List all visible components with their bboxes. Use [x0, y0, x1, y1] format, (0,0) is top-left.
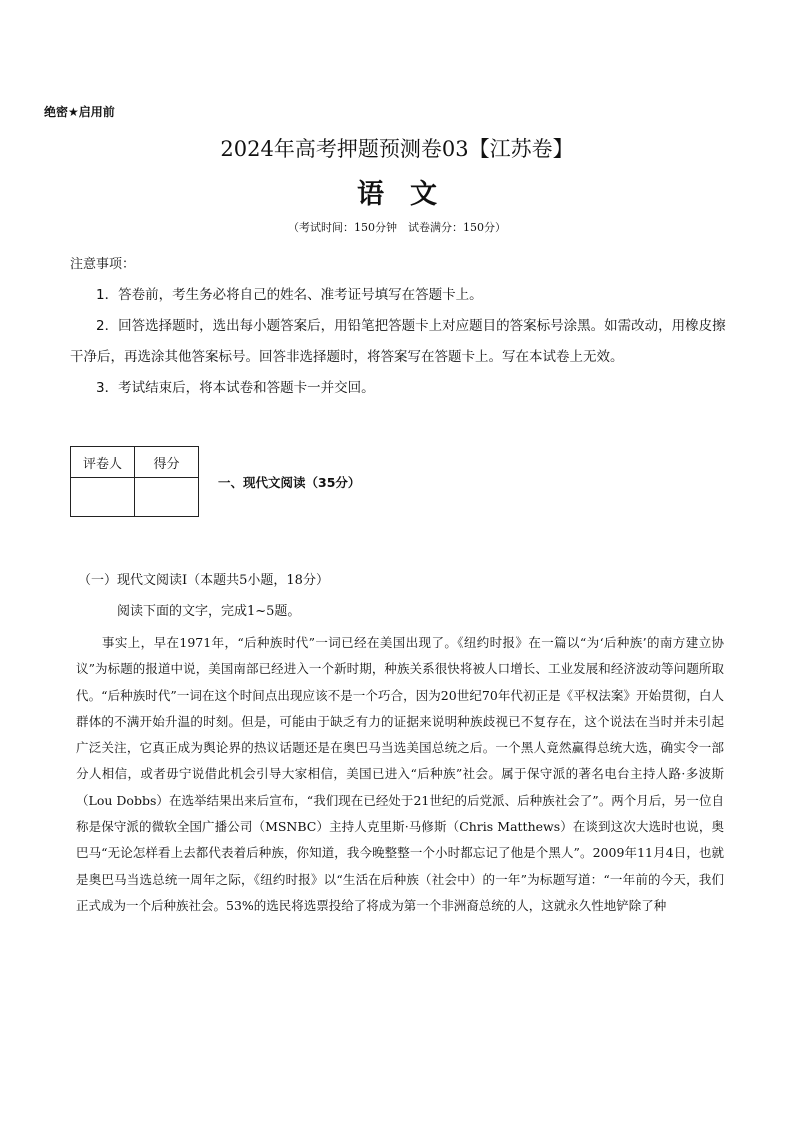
reading-passage: 事实上，早在1971年，“后种族时代”一词已经在美国出现了。《纽约时报》在一篇以“为‘后种族’的南方建立协议”为标题的报道中说，美国南部已经进入一个新时期，种族关系很快将被人口增长、工业发展和经济波动等问题所取代。“后种族时代”一词在这个时间点出现应该不是一个巧合，因为20世纪70年代初正是《平权法案》开始贯彻，白人群体的不满开始升温的时刻。但是，可能由于缺乏有力的证据来说明种族歧视已不复存在，这个说法在当时并未引起广泛关注，它真正成为舆论界的热议话题还是在奥巴马当选美国总统之后。一个黑人竟然赢得总统大选，确实令一部分人相信，或者毋宁说借此机会引导大家相信，美国已进入“后种族”社会。属于保守派的著名电台主持人路·多波斯（Lou Dobbs）在选举结果出来后宣布，“我们现在已经处于21世纪的后党派、后种族社会了”。两个月后，另一位自称是保守派的微软全国广播公司（MSNBC）主持人克里斯·马修斯（Chris Matthews）在谈到这次大选时也说，奥巴马“无论怎样看上去都代表着后种族，你知道，我今晚整整一个小时都忘记了他是个黑人”。2009年11月4日，也就是奥巴马当选总统一周年之际，《纽约时报》以“生活在后种族（社会中）的一年”为标题写道：“一年前的今天，我们正式成为一个后种族社会。53%的选民将选票投给了将成为第一个非洲裔总统的人，这就永久性地铲除了种: [76, 635, 724, 913]
reading-instruction: 阅读下面的文字，完成1~5题。: [117, 604, 301, 619]
exam-info: （考试时间：150分钟 试卷满分：150分）: [288, 221, 506, 234]
score-cell: [135, 478, 199, 517]
score-header: 得分: [135, 447, 199, 478]
notice-item-1: 1．答卷前，考生务必将自己的姓名、准考证号填写在答题卡上。: [96, 287, 483, 303]
notice-item-2: 2．回答选择题时，选出每小题答案后，用铅笔把答题卡上对应题目的答案标号涂黑。如需改动，用橡皮擦干净后，再选涂其他答案标号。回答非选择题时，将答案写在答题卡上。写在本试卷上无效。: [70, 318, 726, 365]
grader-cell: [71, 478, 135, 517]
notice-title: 注意事项：: [70, 257, 136, 272]
grader-header: 评卷人: [71, 447, 135, 478]
score-table: [70, 446, 199, 517]
section-heading: 一、现代文阅读（35分）: [218, 475, 361, 490]
exam-title: 2024年高考押题预测卷03【江苏卷】: [220, 137, 574, 161]
notice-item-3: 3．考试结束后，将本试卷和答题卡一并交回。: [96, 380, 375, 396]
confidential-label: 绝密★启用前: [44, 105, 115, 119]
part-heading: （一）现代文阅读Ⅰ（本题共5小题，18分）: [78, 573, 329, 588]
subject-title: 语文: [357, 179, 463, 210]
